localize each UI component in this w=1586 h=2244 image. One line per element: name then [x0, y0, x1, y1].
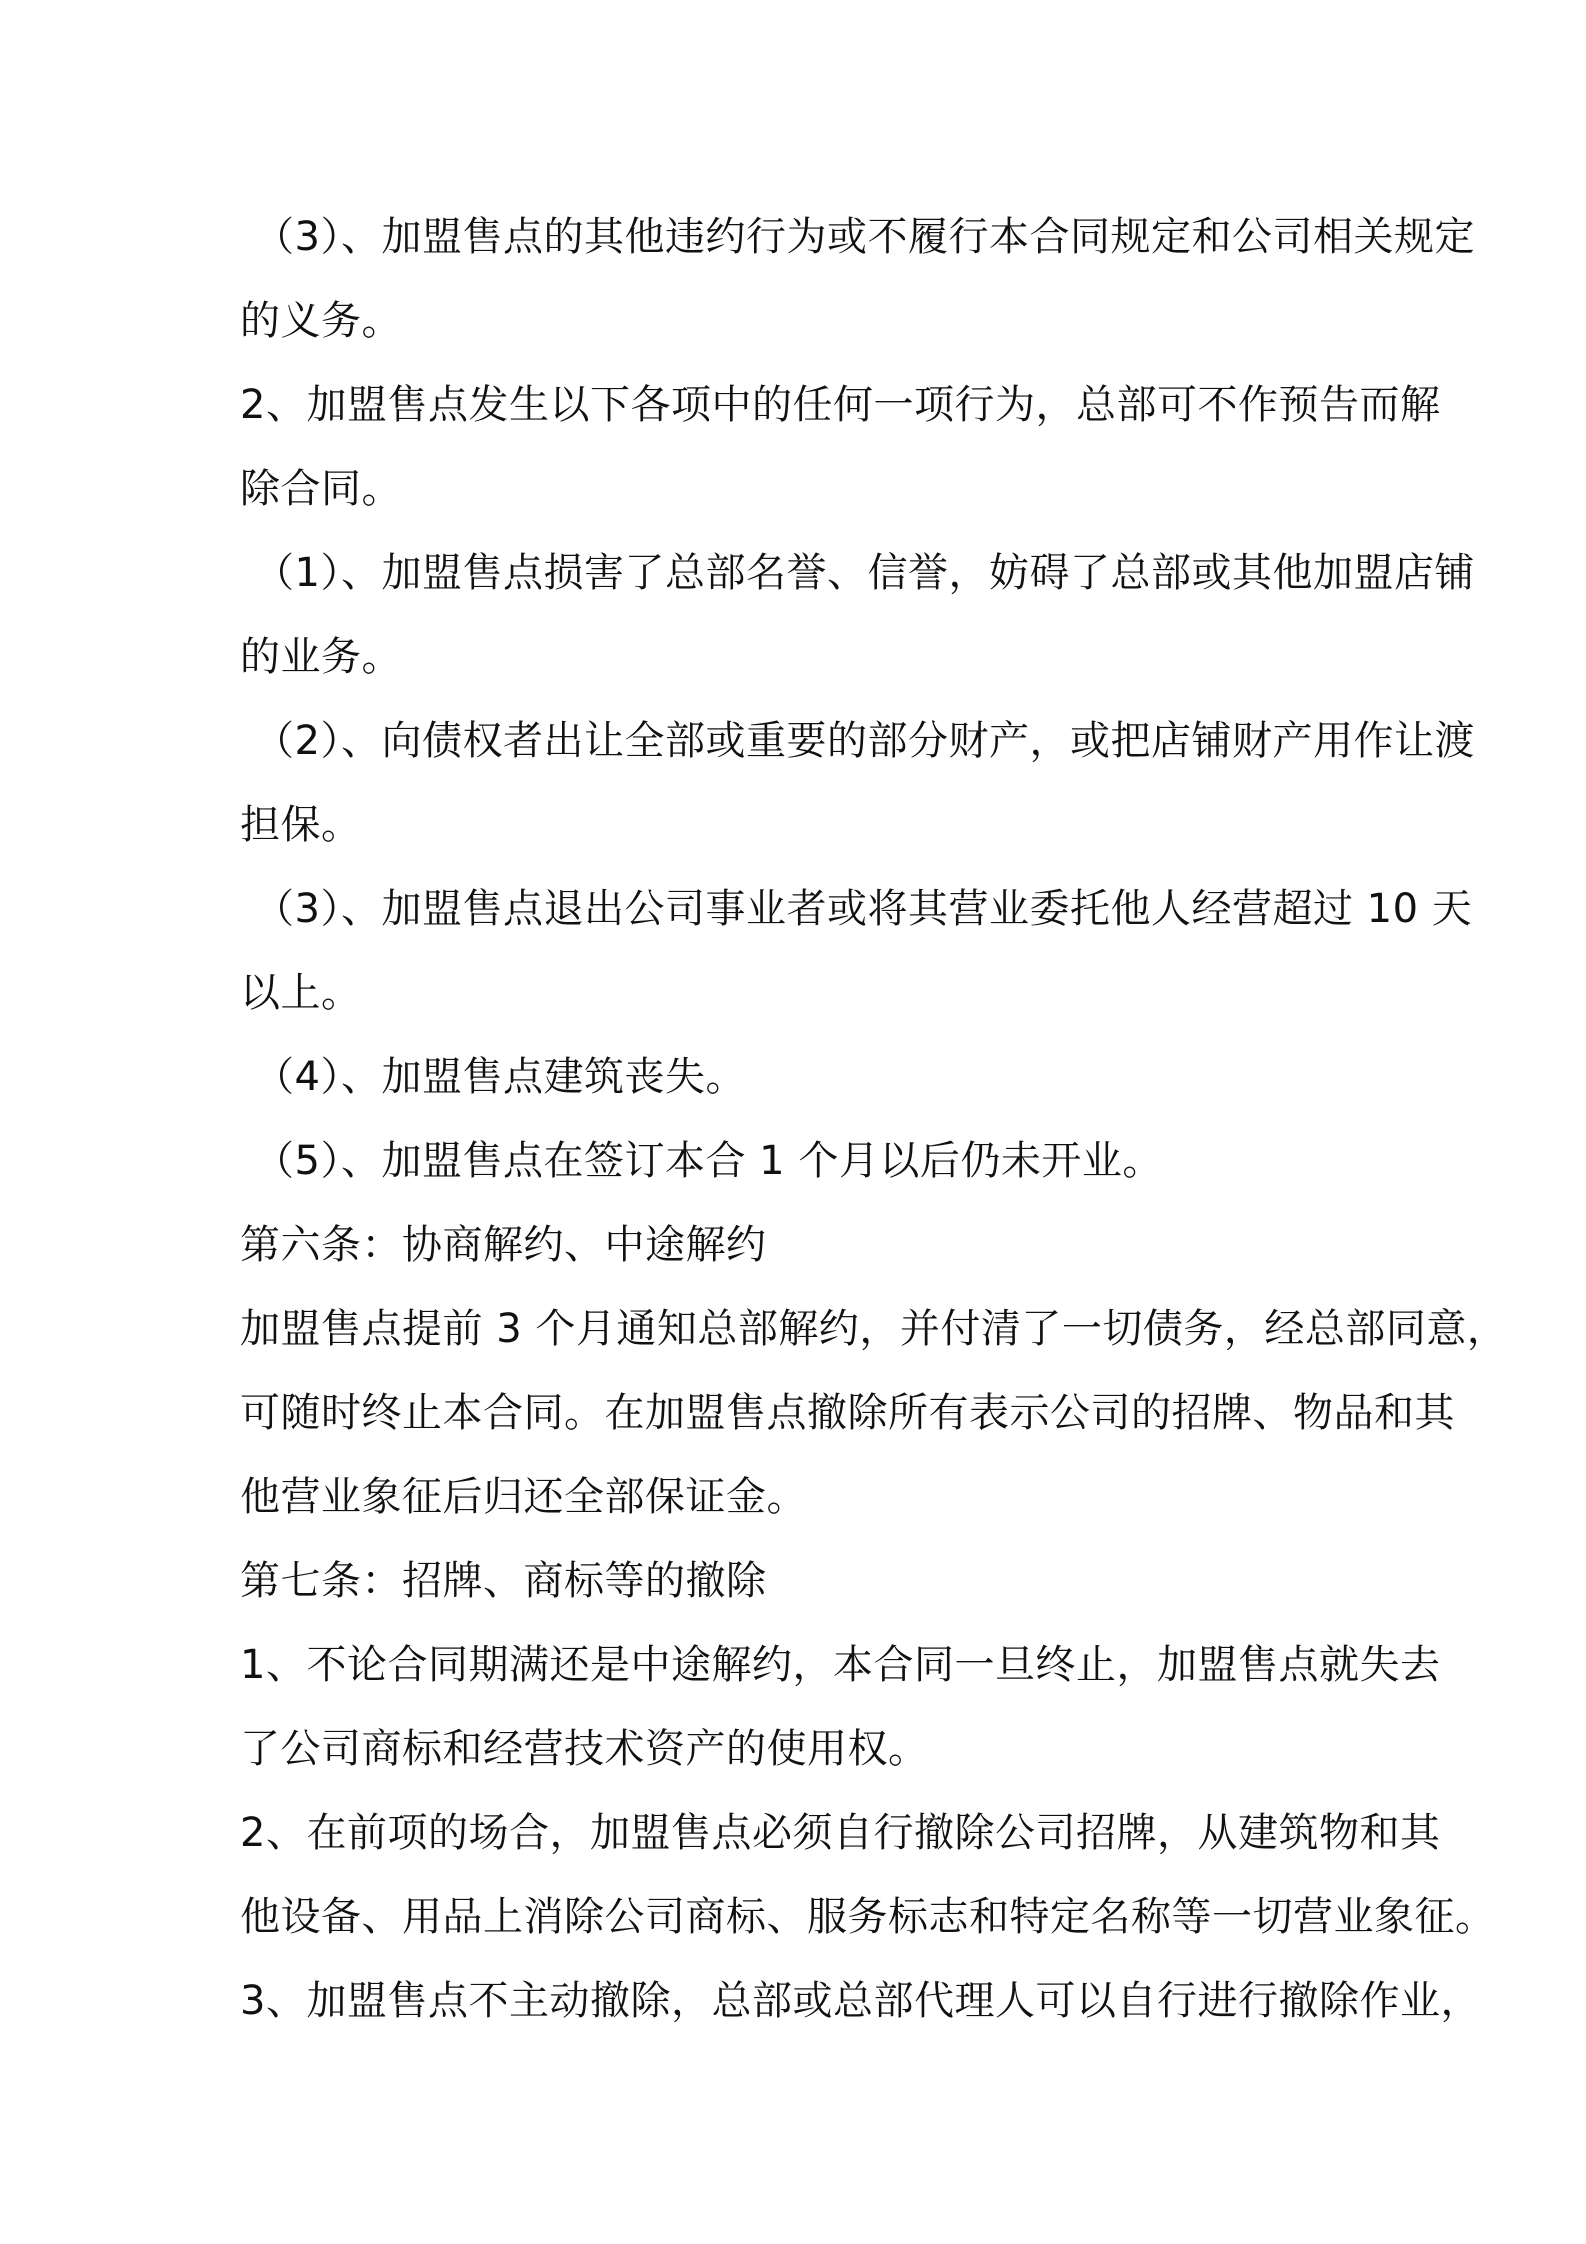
text-line: 的业务。	[240, 634, 402, 680]
text-line: 1、不论合同期满还是中途解约，本合同一旦终止，加盟售点就失去	[240, 1642, 1441, 1688]
text-line: 以上。	[240, 970, 362, 1016]
text-line: 了公司商标和经营技术资产的使用权。	[240, 1726, 929, 1772]
text-line: 加盟售点提前 3 个月通知总部解约，并付清了一切债务，经总部同意，	[240, 1306, 1508, 1352]
text-line: （3）、加盟售点退出公司事业者或将其营业委托他人经营超过 10 天	[254, 886, 1473, 932]
text-line: （4）、加盟售点建筑丧失。	[254, 1054, 746, 1100]
text-line: 担保。	[240, 802, 362, 848]
text-line: （1）、加盟售点损害了总部名誉、信誉，妨碍了总部或其他加盟店铺	[254, 550, 1475, 596]
contract-text	[240, 195, 1508, 2043]
text-line: （2）、向债权者出让全部或重要的部分财产，或把店铺财产用作让渡	[254, 718, 1475, 764]
text-line: 除合同。	[240, 466, 402, 512]
text-line: （5）、加盟售点在签订本合 1 个月以后仍未开业。	[254, 1138, 1163, 1184]
text-line: 的义务。	[240, 298, 402, 344]
section-heading: 第七条：招牌、商标等的撤除	[240, 1558, 767, 1604]
text-line: 2、在前项的场合，加盟售点必须自行撤除公司招牌，从建筑物和其	[240, 1810, 1441, 1856]
text-line: 他设备、用品上消除公司商标、服务标志和特定名称等一切营业象征。	[240, 1894, 1496, 1940]
text-line: 3、加盟售点不主动撤除，总部或总部代理人可以自行进行撤除作业，	[240, 1978, 1481, 2024]
text-line: 2、加盟售点发生以下各项中的任何一项行为，总部可不作预告而解	[240, 382, 1441, 428]
text-line: 可随时终止本合同。在加盟售点撤除所有表示公司的招牌、物品和其	[240, 1390, 1455, 1436]
text-line: 他营业象征后归还全部保证金。	[240, 1474, 807, 1520]
text-line: （3）、加盟售点的其他违约行为或不履行本合同规定和公司相关规定	[254, 214, 1475, 260]
section-heading: 第六条：协商解约、中途解约	[240, 1222, 767, 1268]
